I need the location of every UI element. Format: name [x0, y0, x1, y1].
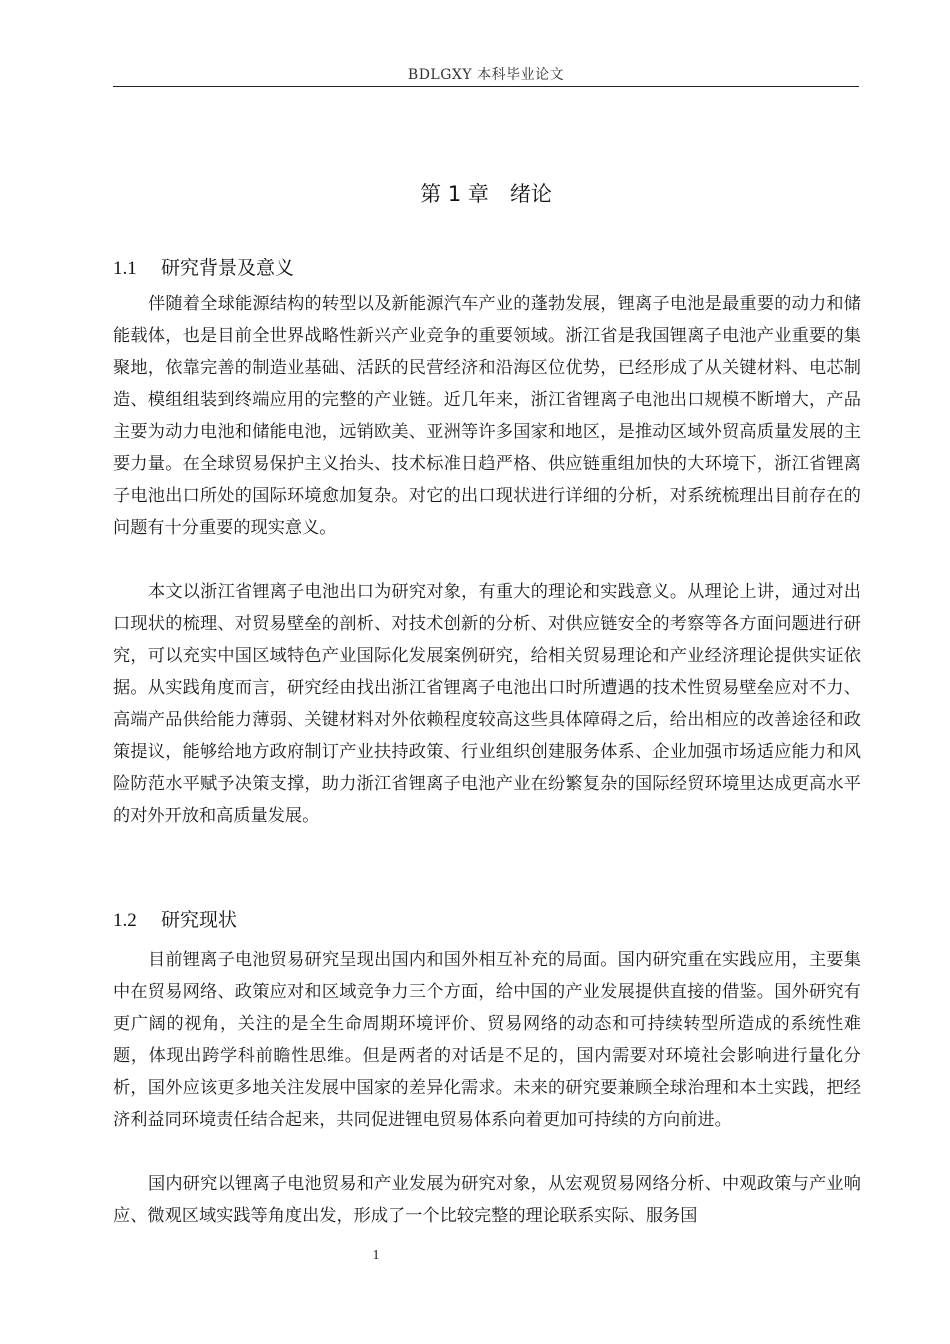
paragraph: 国内研究以锂离子电池贸易和产业发展为研究对象，从宏观贸易网络分析、中观政策与产业响应、微观区域实践等角度出发，形成了一个比较完整的理论联系实际、服务国	[113, 1174, 861, 1226]
paragraph: 本文以浙江省锂离子电池出口为研究对象，有重大的理论和实践意义。从理论上讲，通过对出口现状的梳理、对贸易壁垒的剖析、对技术创新的分析、对供应链安全的考察等各方面问题进行研究，可以充实中国区域特色产业国际化发展案例研究，给相关贸易理论和产业经济理论提供实证依据。从实践角度而言，研究经由找出浙江省锂离子电池出口时所遭遇的技术性贸易壁垒应对不力、高端产品供给能力薄弱、关键材料对外依赖程度较高这些具体障碍之后，给出相应的改善途径和政策提议，能够给地方政府制订产业扶持政策、行业组织创建服务体系、企业加强市场适应能力和风险防范水平赋予决策支撑，助力浙江省锂离子电池产业在纷繁复杂的国际经贸环境里达成更高水平的对外开放和高质量发展。	[113, 582, 861, 826]
running-header: BDLGXY 本科毕业论文	[407, 67, 565, 83]
paragraph: 目前锂离子电池贸易研究呈现出国内和国外相互补充的局面。国内研究重在实践应用，主要集中在贸易网络、政策应对和区域竞争力三个方面，给中国的产业发展提供直接的借鉴。国外研究有更广阔的视角，关注的是全生命周期环境评价、贸易网络的动态和可持续转型所造成的系统性难题，体现出跨学科前瞻性思维。但是两者的对话是不足的，国内需要对环境社会影响进行量化分析，国外应该更多地关注发展中国家的差异化需求。未来的研究要兼顾全球治理和本土实践，把经济利益同环境责任结合起来，共同促进锂电贸易体系向着更加可持续的方向前进。	[113, 950, 861, 1130]
section-title-text: 研究现状	[161, 909, 238, 931]
page-number: 1	[372, 1248, 380, 1263]
section-heading-1-2	[113, 905, 237, 932]
section-number: 1.2	[113, 910, 137, 931]
header-divider	[113, 86, 859, 87]
section-number: 1.1	[113, 258, 137, 279]
paragraph: 伴随着全球能源结构的转型以及新能源汽车产业的蓬勃发展，锂离子电池是最重要的动力和储能载体，也是目前全世界战略性新兴产业竞争的重要领域。浙江省是我国锂离子电池产业重要的集聚地，依靠完善的制造业基础、活跃的民营经济和沿海区位优势，已经形成了从关键材料、电芯制造、模组组装到终端应用的完整的产业链。近几年来，浙江省锂离子电池出口规模不断增大，产品主要为动力电池和储能电池，远销欧美、亚洲等许多国家和地区，是推动区域外贸高质量发展的主要力量。在全球贸易保护主义抬头、技术标准日趋严格、供应链重组加快的大环境下，浙江省锂离子电池出口所处的国际环境愈加复杂。对它的出口现状进行详细的分析，对系统梳理出目前存在的问题有十分重要的现实意义。	[113, 294, 861, 538]
chapter-title: 第 1 章 绪论	[420, 182, 552, 206]
section-title-text: 研究背景及意义	[161, 257, 295, 279]
section-heading-1-1	[113, 253, 294, 280]
